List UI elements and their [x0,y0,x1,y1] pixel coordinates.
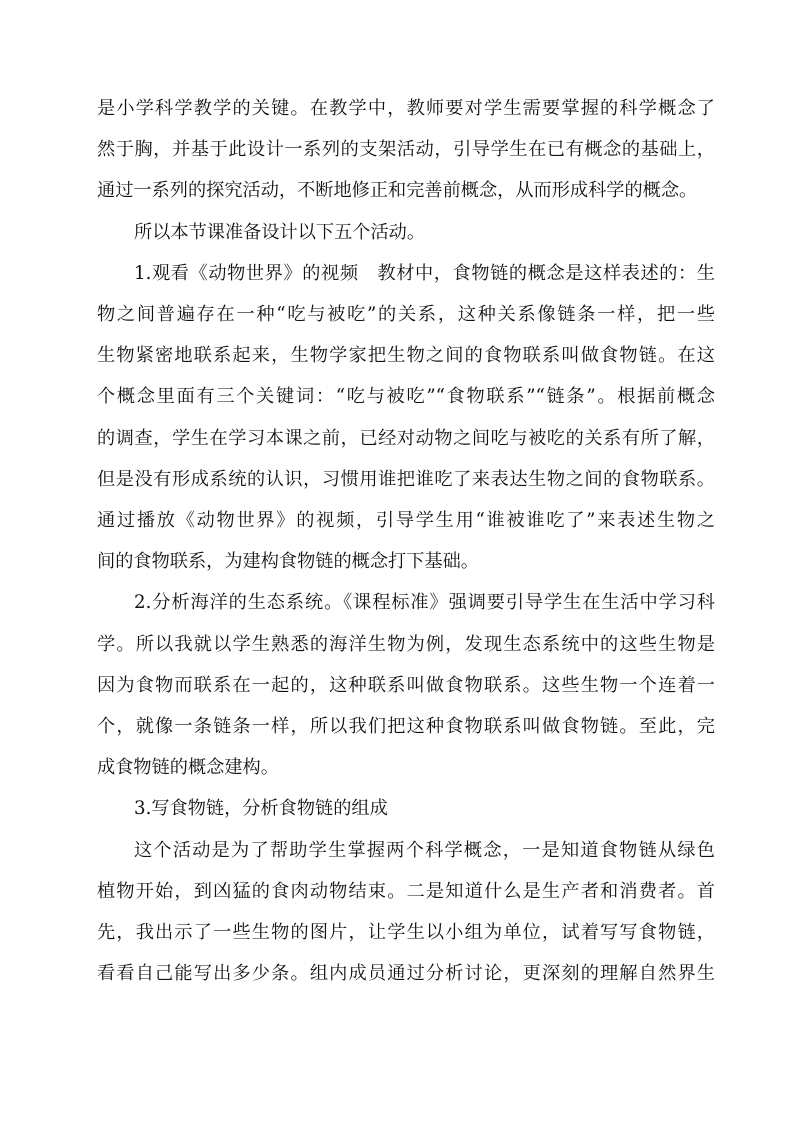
text-line: 所以本节课准备设计以下五个活动。 [134,221,426,243]
text-line: 但是没有形成系统的认识，习惯用谁把谁吃了来表达生物之间的食物联系。 [97,468,715,490]
text-line: 通过播放《动物世界》的视频，引导学生用“谁被谁吃了”来表述生物之 [97,510,715,531]
text-line: 个，就像一条链条一样，所以我们把这种食物联系叫做食物链。至此，完 [97,716,715,737]
text-line: 然于胸，并基于此设计一系列的支架活动，引导学生在已有概念的基础上， [97,139,715,161]
text-line: 间的食物联系，为建构食物链的概念打下基础。 [97,551,479,573]
text-line: 1.观看《动物世界》的视频 教材中，食物链的概念是这样表述的：生 [134,262,715,284]
text-line: 因为食物而联系在一起的，这种联系叫做食物联系。这些生物一个连着一 [97,674,715,696]
text-line: 看看自己能写出多少条。组内成员通过分析讨论，更深刻的理解自然界生 [97,963,715,985]
text-line: 的调查，学生在学习本课之前，已经对动物之间吃与被吃的关系有所了解， [97,427,715,449]
text-line: 植物开始，到凶猛的食肉动物结束。二是知道什么是生产者和消费者。首 [97,880,715,902]
text-line: 2.分析海洋的生态系统。《课程标准》强调要引导学生在生活中学习科 [134,592,715,614]
text-line: 通过一系列的探究活动，不断地修正和完善前概念，从而形成科学的概念。 [97,180,698,202]
text-line: 学。所以我就以学生熟悉的海洋生物为例，发现生态系统中的这些生物是 [97,633,715,655]
text-line: 这个活动是为了帮助学生掌握两个科学概念，一是知道食物链从绿色 [134,839,715,861]
text-line: 个概念里面有三个关键词：“吃与被吃”“食物联系”“链条”。根据前概念 [97,386,715,408]
text-line: 成食物链的概念建构。 [97,757,279,779]
text-line: 是小学科学教学的关键。在教学中，教师要对学生需要掌握的科学概念了 [97,98,715,119]
text-line: 3.写食物链，分析食物链的组成 [134,798,388,820]
text-line: 生物紧密地联系起来，生物学家把生物之间的食物联系叫做食物链。在这 [97,345,715,367]
text-line: 先，我出示了一些生物的图片，让学生以小组为单位，试着写写食物链， [97,922,715,943]
text-line: 物之间普遍存在一种“吃与被吃”的关系，这种关系像链条一样，把一些 [97,304,715,325]
